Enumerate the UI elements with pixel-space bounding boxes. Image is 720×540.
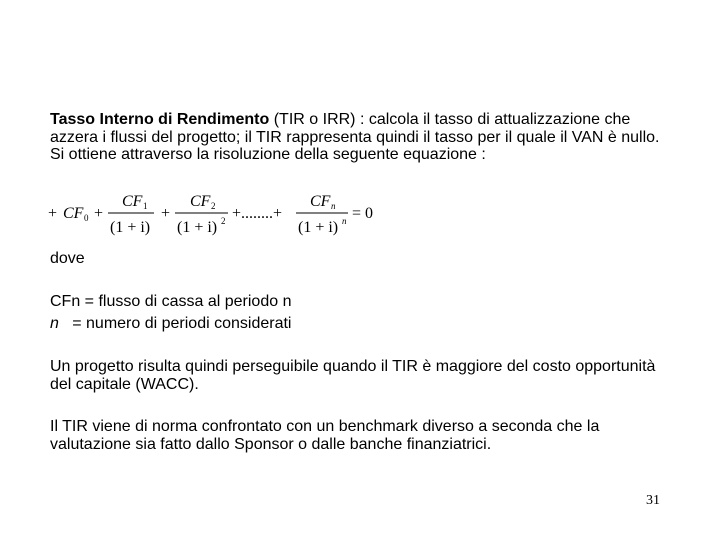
definitions-list xyxy=(50,291,670,335)
intro-text: (TIR o IRR) : calcola il tasso di attualizzazione che azzera i flussi del progetto; il TIR rappresenta quindi il tasso per il quale il VAN è nullo. Si ottiene attraverso la risoluzione della seguente equazione : xyxy=(50,111,660,163)
lead-plus-sign: + xyxy=(48,205,58,222)
definition-symbol: n xyxy=(50,315,59,332)
cfn-subscript: n xyxy=(331,201,336,211)
paragraph-perseguibile: Un progetto risulta quindi perseguibile quando il TIR è maggiore del costo opportunità del capitale (WACC). xyxy=(50,358,656,393)
equals-zero: = 0 xyxy=(352,205,374,222)
definition-text: = numero di periodi considerati xyxy=(58,315,292,332)
definition-symbol: CFn xyxy=(50,293,81,310)
cf0-subscript: 0 xyxy=(84,213,89,223)
cf2-subscript: 2 xyxy=(211,201,216,211)
denominator-1: (1 + i) xyxy=(110,219,151,236)
irr-equation xyxy=(46,190,386,240)
cfn-label: CF xyxy=(310,193,331,210)
dove-label: dove xyxy=(50,250,85,267)
ellipsis-terms: +........+ xyxy=(232,205,283,222)
cf1-label: CF xyxy=(122,193,143,210)
cf0-label: CF xyxy=(63,205,84,222)
definition-cfn xyxy=(50,291,670,313)
exponent-n: n xyxy=(342,216,347,226)
plus-sign-1: + xyxy=(94,205,104,222)
paragraph-benchmark: Il TIR viene di norma confrontato con un benchmark diverso a seconda che la valutazione sia fatto dallo Sponsor o dalle banche finanziatrici. xyxy=(50,418,600,453)
intro-paragraph xyxy=(50,111,670,164)
cf1-subscript: 1 xyxy=(143,201,148,211)
cf2-label: CF xyxy=(190,193,211,210)
definition-text: = flusso di cassa al periodo n xyxy=(80,293,292,310)
definition-n xyxy=(50,313,670,335)
page-number: 31 xyxy=(646,493,660,508)
plus-sign-2: + xyxy=(161,205,171,222)
denominator-n: (1 + i) xyxy=(298,219,339,236)
intro-term: Tasso Interno di Rendimento xyxy=(50,111,270,128)
denominator-2: (1 + i) xyxy=(177,219,218,236)
exponent-2: 2 xyxy=(221,216,226,226)
